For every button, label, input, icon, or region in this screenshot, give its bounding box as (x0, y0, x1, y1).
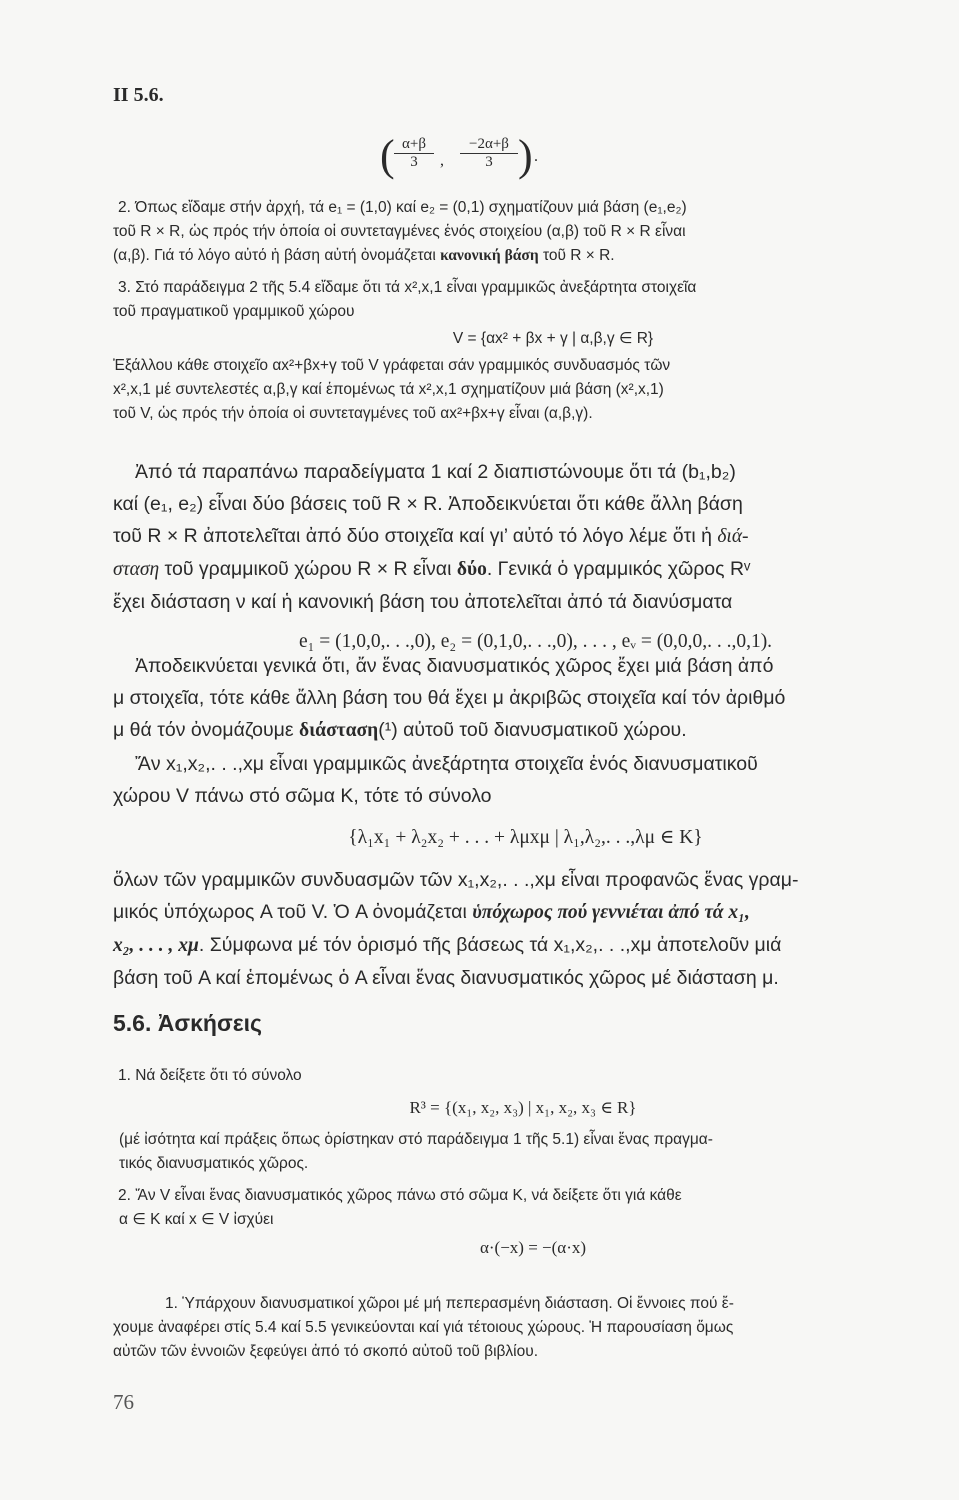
bold-term: διάσταση (299, 720, 379, 741)
text: τοῦ γραμμικοῦ χώρου R × R εἶναι (159, 558, 457, 580)
exercise-line: τικός διανυσματικός χῶρος. (119, 1155, 309, 1172)
example-2-line: τοῦ R × R, ὡς πρός τήν ὁποία οἱ συντεταγμένες ἑνός στοιχείου (α,β) τοῦ R × R εἶναι (113, 223, 686, 240)
paragraph-line (113, 553, 938, 586)
text: . Γενικά ὁ γραμμικός χῶρος Rᵛ (486, 558, 751, 580)
exercise-line: α ∈ K καί x ∈ V ἰσχύει (119, 1211, 274, 1228)
paragraph-line: Ἄν x₁,x₂,. . .,xμ εἶναι γραμμικῶς ἀνεξάρτητα στοιχεῖα ἑνός διανυσματικοῦ (135, 753, 758, 775)
paragraph-line (113, 929, 938, 962)
fraction-dot: . (534, 148, 538, 165)
right-paren: ) (518, 131, 533, 180)
paragraph-line (113, 714, 938, 747)
example-3-line: 3. Στό παράδειγμα 2 τῆς 5.4 εἴδαμε ὅτι τά x²,x,1 εἶναι γραμμικῶς ἀνεξάρτητα στοιχεῖα (118, 279, 697, 296)
text: μ θά τόν ὀνομάζουμε (113, 719, 300, 741)
example-3-line: x²,x,1 μέ συντελεστές α,β,γ καί ἑπομένως τά x²,x,1 σχηματίζουν μιά βάση (x²,x,1) (113, 381, 664, 398)
footnote-line: χουμε ἀναφέρει στίς 5.4 καί 5.5 γενικεύονται καί γιά τέτοιους χώρους. Ἡ παρουσίαση ὅμως (113, 1319, 734, 1336)
paragraph-line: Ἀποδεικνύεται γενικά ὅτι, ἄν ἕνας διανυσματικός χῶρος ἔχει μιά βάση ἀπό (135, 655, 774, 677)
r3-set: R³ = {(x₁, x₂, x₃) | x₁, x₂, x₃ ∈ R} (409, 1098, 637, 1117)
text: (α,β). Γιά τό λόγο αὐτό ἡ βάση αὐτή ὀνομάζεται (113, 247, 441, 264)
fraction-2-denominator: 3 (460, 153, 518, 171)
fraction-1-denominator: 3 (394, 153, 434, 171)
exercise-line: 1. Νά δείξετε ὅτι τό σύνολο (118, 1067, 302, 1084)
equation: α·(−x) = −(α·x) (479, 1238, 587, 1257)
italic-term: διά- (717, 526, 749, 547)
paragraph-line: χώρου V πάνω στό σῶμα K, τότε τό σύνολο (113, 785, 492, 807)
fraction-1-numerator: α+β (402, 136, 426, 152)
text: τοῦ R × R. (538, 247, 615, 264)
example-3 (113, 276, 933, 426)
example-2-line: 2. Όπως εἴδαμε στήν ἀρχή, τά e₁ = (1,0) καί e₂ = (0,1) σχηματίζουν μιά βάση (e₁,e₂) (118, 199, 687, 216)
running-header: II 5.6. (113, 84, 164, 106)
paragraph-line (113, 896, 938, 929)
set-definition: V = {αx² + βx + γ | α,β,γ ∈ R} (452, 330, 654, 347)
bold-term: ὑπόχωρος πού γεννιέται ἀπό τά x₁, (472, 902, 750, 923)
page-number: 76 (113, 1390, 134, 1414)
bold-term: δύο (456, 559, 487, 580)
exercise-2 (113, 1184, 933, 1260)
footnote-line: αὐτῶν τῶν ἐννοιῶν ξεφεύγει ἀπό τό σκοπό αὐτοῦ τοῦ βιβλίου. (113, 1343, 539, 1360)
paragraph-subspace (113, 748, 938, 994)
text: μικός ὑπόχωρος A τοῦ V. Ὁ A ὀνομάζεται (113, 901, 473, 923)
text: τοῦ R × R ἀποτελεῖται ἀπό δύο στοιχεῖα καί γι’ αὐτό τό λόγο λέμε ὅτι ἡ (113, 525, 712, 547)
exercise-line: (μέ ἰσότητα καί πράξεις ὅπως ὁρίστηκαν στό παράδειγμα 1 τῆς 5.1) εἶναι ἕνας πραγμα- (119, 1131, 713, 1148)
left-paren: ( (380, 131, 395, 180)
paragraph-line (113, 520, 938, 553)
paragraph-line: ἔχει διάσταση ν καί ἡ κανονική βάση του ἀποτελεῖται ἀπό τά διανύσματα (113, 591, 733, 613)
span-set: {λ₁x₁ + λ₂x₂ + . . . + λμxμ | λ₁,λ₂,. . .,λμ ∈ K} (348, 827, 703, 848)
example-3-line: τοῦ V, ὡς πρός τήν ὁποία οἱ συντεταγμένες τοῦ αx²+βx+γ εἶναι (α,β,γ). (113, 405, 593, 422)
fraction-2 (460, 136, 518, 171)
italic-term: σταση (113, 559, 160, 580)
exercise-1 (113, 1064, 933, 1176)
paragraph-dimension (113, 456, 938, 658)
example-2 (113, 196, 933, 268)
text: . Σύμφωνα μέ τόν ὁρισμό τῆς βάσεως τά x₁,x₂,. . .,xμ ἀποτελοῦν μιά (198, 934, 782, 956)
example-3-line: Ἐξάλλου κάθε στοιχεῖο αx²+βx+γ τοῦ V γράφεται σάν γραμμικός συνδυασμός τῶν (113, 357, 671, 374)
example-3-line: τοῦ πραγματικοῦ γραμμικοῦ χώρου (113, 303, 355, 320)
example-2-line (113, 244, 933, 268)
paragraph-line: ὅλων τῶν γραμμικῶν συνδυασμῶν τῶν x₁,x₂,. . .,xμ εἶναι προφανῶς ἕνας γραμ- (113, 869, 799, 891)
paragraph-line: μ στοιχεῖα, τότε κάθε ἄλλη βάση του θά ἔχει μ ἀκριβῶς στοιχεῖα καί τόν ἀριθμό (113, 687, 786, 709)
paragraph-line: βάση τοῦ A καί ἑπομένως ὁ A εἶναι ἕνας διανυσματικός χῶρος μέ διάσταση μ. (113, 967, 779, 989)
fraction-1 (394, 136, 434, 171)
bold-term: κανονική βάση (440, 247, 539, 264)
fraction-expression (380, 131, 600, 186)
standard-basis: e₁ = (1,0,0,. . .,0), e₂ = (0,1,0,. . .,0), . . . , eᵥ = (0,0,0,. . .,0,1). (298, 631, 773, 652)
fraction-2-numerator: −2α+β (469, 136, 509, 152)
bold-term: x₂, . . . , xμ (113, 935, 199, 956)
fraction-comma: , (440, 152, 444, 169)
footnote-line: 1. Ὑπάρχουν διανυσματικοί χῶροι μέ μή πεπερασμένη διάσταση. Οἱ ἔννοιες πού ἔ- (165, 1295, 734, 1312)
paragraph-dimension-general (113, 650, 938, 747)
footnote (113, 1292, 933, 1364)
paragraph-line: Ἀπό τά παραπάνω παραδείγματα 1 καί 2 διαπιστώνουμε ὅτι τά (b₁,b₂) (135, 461, 736, 483)
paragraph-line: καί (e₁, e₂) εἶναι δύο βάσεις τοῦ R × R. Ἀποδεικνύεται ὅτι κάθε ἄλλη βάση (113, 493, 743, 515)
text: (¹) αὐτοῦ τοῦ διανυσματικοῦ χώρου. (378, 719, 687, 741)
exercise-line: 2. Ἄν V εἶναι ἕνας διανυσματικός χῶρος πάνω στό σῶμα K, νά δείξετε ὅτι γιά κάθε (118, 1187, 682, 1204)
section-heading: 5.6. Ἀσκήσεις (113, 1010, 262, 1036)
